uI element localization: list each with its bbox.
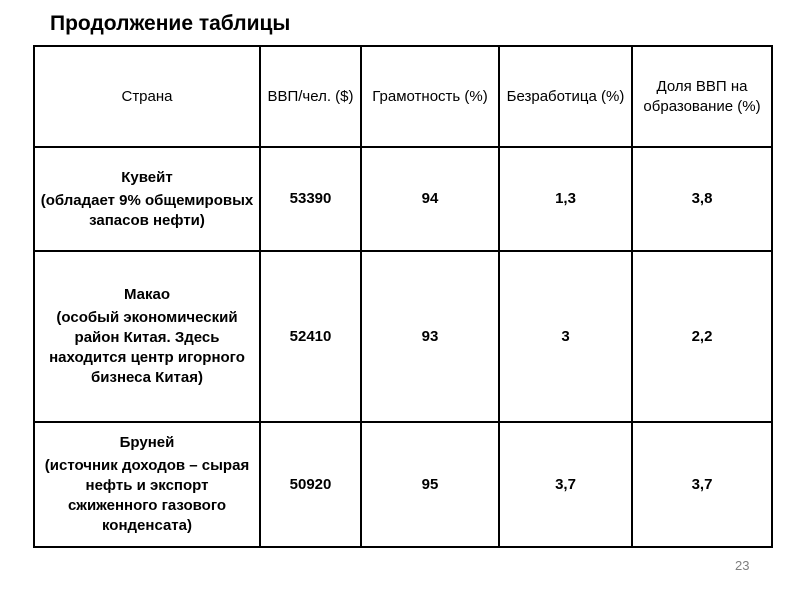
cell-literacy: 94 xyxy=(361,147,499,251)
country-note: (особый экономический район Китая. Здесь находится центр игорного бизнеса Китая) xyxy=(49,309,245,386)
cell-unemployment: 3,7 xyxy=(499,422,632,547)
cell-education: 3,7 xyxy=(632,422,772,547)
country-note: (обладает 9% общемировых запасов нефти) xyxy=(40,191,254,229)
country-note: (источник доходов – сырая нефть и экспорт сжиженного газового конденсата) xyxy=(44,457,250,534)
page-number: 23 xyxy=(735,558,750,573)
cell-gdp: 53390 xyxy=(260,147,361,251)
cell-unemployment: 1,3 xyxy=(499,147,632,251)
header-unemployment: Безработица (%) xyxy=(499,46,632,147)
country-name: Кувейт xyxy=(121,168,173,186)
table-row xyxy=(34,422,772,547)
cell-country xyxy=(34,147,260,251)
cell-unemployment: 3 xyxy=(499,251,632,422)
table-header-row xyxy=(34,46,772,147)
country-name: Макао xyxy=(123,286,171,303)
cell-gdp: 52410 xyxy=(260,251,361,422)
country-name: Бруней xyxy=(119,434,175,451)
cell-literacy: 95 xyxy=(361,422,499,547)
cell-gdp: 50920 xyxy=(260,422,361,547)
cell-country xyxy=(34,251,260,422)
page-title: Продолжение таблицы xyxy=(50,12,291,35)
cell-education: 2,2 xyxy=(632,251,772,422)
header-country: Страна xyxy=(34,46,260,147)
cell-education: 3,8 xyxy=(632,147,772,251)
header-gdp: ВВП/чел. ($) xyxy=(260,46,361,147)
cell-literacy: 93 xyxy=(361,251,499,422)
data-table xyxy=(33,45,773,548)
table-row xyxy=(34,147,772,251)
header-literacy: Грамотность (%) xyxy=(361,46,499,147)
table-row xyxy=(34,251,772,422)
header-education: Доля ВВП на образование (%) xyxy=(632,46,772,147)
cell-country xyxy=(34,422,260,547)
